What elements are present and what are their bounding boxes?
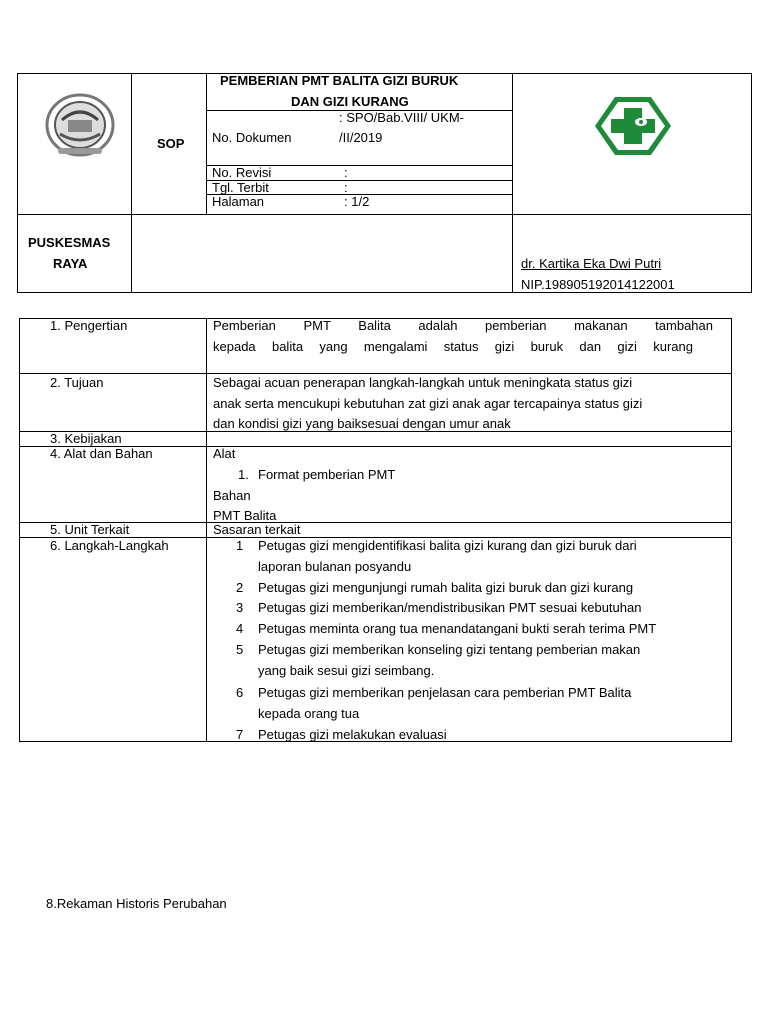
- step-text-line2: yang baik sesui gizi seimbang.: [258, 663, 435, 678]
- pengertian-label: 1. Pengertian: [50, 318, 128, 333]
- no-revisi-value: :: [344, 165, 348, 180]
- regional-seal-logo: [38, 90, 122, 160]
- langkah-label: 6. Langkah-Langkah: [50, 538, 169, 553]
- document-title-line1: PEMBERIAN PMT BALITA GIZI BURUK: [220, 73, 459, 88]
- tujuan-label: 2. Tujuan: [50, 375, 104, 390]
- pengertian-text-line1: Pemberian PMT Balita adalah pemberian makanan tambahan: [213, 318, 713, 333]
- tgl-terbit-value: :: [344, 180, 348, 195]
- step-number: 2: [236, 580, 244, 595]
- step-number: 6: [236, 685, 244, 700]
- document-title-line2: DAN GIZI KURANG: [291, 94, 409, 109]
- step-text-line1: Petugas gizi mengidentifikasi balita gizi kurang dan gizi buruk dari: [258, 538, 637, 553]
- step-text-line1: Petugas gizi memberikan penjelasan cara pemberian PMT Balita: [258, 685, 632, 700]
- step-number: 7: [236, 727, 244, 742]
- no-dokumen-value-line2: /II/2019: [339, 130, 383, 145]
- no-dokumen-label: No. Dokumen: [212, 130, 292, 145]
- step-text-line1: Petugas gizi memberikan/mendistribusikan PMT sesuai kebutuhan: [258, 600, 642, 615]
- step-number: 3: [236, 600, 244, 615]
- alat-item-number: 1.: [238, 467, 249, 482]
- sop-label: SOP: [157, 136, 185, 151]
- pengertian-text-line2: kepada balita yang mengalami status gizi buruk dan gizi kurang: [213, 339, 693, 354]
- step-text-line1: Petugas gizi mengunjungi rumah balita gizi buruk dan gizi kurang: [258, 580, 634, 595]
- step-text-line2: laporan bulanan posyandu: [258, 559, 412, 574]
- puskesmas-name-line2: RAYA: [53, 256, 88, 271]
- halaman-value: : 1/2: [344, 194, 370, 209]
- tujuan-text-line2: anak serta mencukupi kebutuhan zat gizi anak agar tercapainya status gizi: [213, 396, 643, 411]
- no-revisi-label: No. Revisi: [212, 165, 272, 180]
- bahan-heading: Bahan: [213, 488, 251, 503]
- step-number: 4: [236, 621, 244, 636]
- step-text-line1: Petugas gizi melakukan evaluasi: [258, 727, 447, 742]
- bahan-item-text: PMT Balita: [213, 508, 277, 523]
- tujuan-text-line1: Sebagai acuan penerapan langkah-langkah untuk meningkata status gizi: [213, 375, 633, 390]
- puskesmas-cross-logo: [593, 95, 673, 157]
- alat-bahan-label: 4. Alat dan Bahan: [50, 446, 153, 461]
- no-dokumen-value-line1: : SPO/Bab.VIII/ UKM-: [339, 110, 464, 125]
- puskesmas-name-line1: PUSKESMAS: [28, 235, 111, 250]
- step-number: 1: [236, 538, 244, 553]
- rekaman-historis-label: 8.Rekaman Historis Perubahan: [46, 896, 227, 911]
- step-text-line1: Petugas gizi memberikan konseling gizi tentang pemberian makan: [258, 642, 641, 657]
- signatory-name: dr. Kartika Eka Dwi Putri: [521, 256, 662, 271]
- alat-item-text: Format pemberian PMT: [258, 467, 396, 482]
- unit-terkait-label: 5. Unit Terkait: [50, 522, 130, 537]
- tgl-terbit-label: Tgl. Terbit: [212, 180, 269, 195]
- kebijakan-label: 3. Kebijakan: [50, 431, 122, 446]
- step-text-line2: kepada orang tua: [258, 706, 360, 721]
- alat-heading: Alat: [213, 446, 236, 461]
- step-number: 5: [236, 642, 244, 657]
- halaman-label: Halaman: [212, 194, 265, 209]
- unit-terkait-value: Sasaran terkait: [213, 522, 301, 537]
- step-text-line1: Petugas meminta orang tua menandatangani bukti serah terima PMT: [258, 621, 657, 636]
- signatory-nip: NIP.198905192014122001: [521, 277, 675, 292]
- tujuan-text-line3: dan kondisi gizi yang baiksesuai dengan umur anak: [213, 416, 511, 431]
